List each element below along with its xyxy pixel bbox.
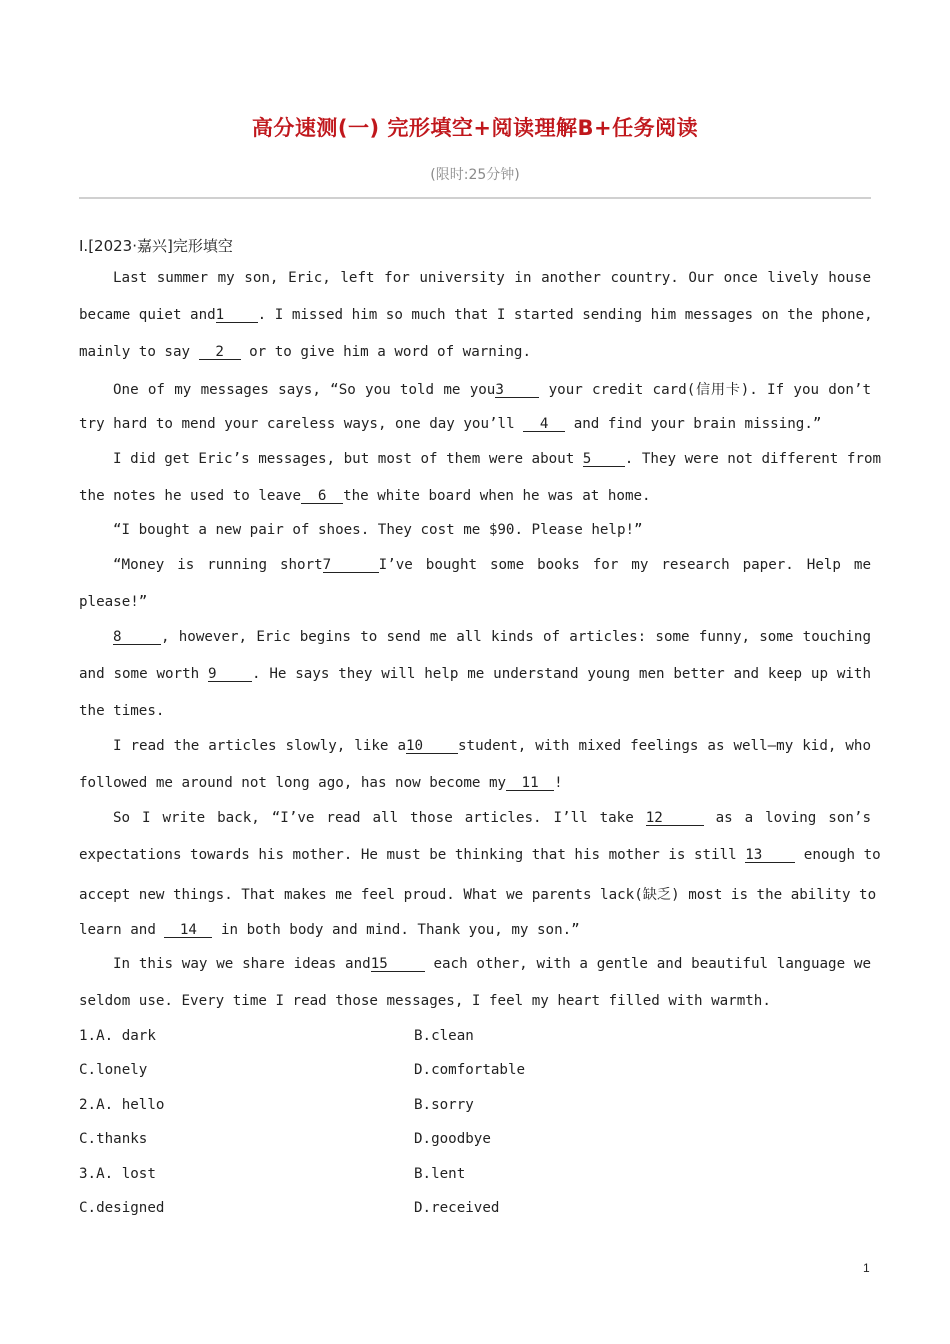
option-2b[interactable]: B.sorry	[414, 1097, 474, 1113]
passage-line: please!”	[79, 594, 148, 610]
blank-8[interactable]: 8	[113, 630, 161, 645]
passage-line: I read the articles slowly, like a10 student, with mixed feelings as well—my kid, who	[113, 738, 872, 754]
passage-line: “Money is running short7 I’ve bought some books for my research paper. Help me	[113, 557, 871, 573]
blank-15[interactable]: 15	[371, 957, 425, 972]
blank-5[interactable]: 5	[583, 452, 625, 467]
option-3d[interactable]: D.received	[414, 1200, 500, 1216]
passage-line: became quiet and1 . I missed him so much that I started sending him messages on the phone,	[79, 307, 873, 323]
blank-1[interactable]: 1	[216, 308, 258, 323]
passage-line: Last summer my son, Eric, left for university in another country. Our once lively house	[113, 270, 871, 286]
passage-line: So I write back, “I’ve read all those articles. I’ll take 12 as a loving son’s	[113, 810, 871, 826]
blank-6[interactable]: 6	[301, 489, 343, 504]
option-1d[interactable]: D.comfortable	[414, 1062, 526, 1078]
blank-10[interactable]: 10	[406, 739, 458, 754]
option-2a[interactable]: 2.A. hello	[79, 1097, 165, 1113]
blank-3[interactable]: 3	[495, 383, 539, 398]
passage-line: and some worth 9 . He says they will help me understand young men better and keep up with	[79, 666, 871, 682]
option-1a[interactable]: 1.A. dark	[79, 1028, 156, 1044]
blank-14[interactable]: 14	[164, 923, 212, 938]
option-3b[interactable]: B.lent	[414, 1166, 466, 1182]
passage-line: In this way we share ideas and15 each other, with a gentle and beautiful language we	[113, 956, 871, 972]
passage-line: One of my messages says, “So you told me you3 your credit card(信用卡). If you don’t	[113, 382, 871, 398]
passage-line: 8 , however, Eric begins to send me all kinds of articles: some funny, some touching	[113, 629, 871, 645]
time-limit: (限时:25分钟)	[430, 167, 520, 183]
page-title: 高分速测(一) 完形填空+阅读理解B+任务阅读	[251, 116, 699, 140]
blank-9[interactable]: 9	[208, 667, 252, 682]
blank-13[interactable]: 13	[745, 848, 795, 863]
option-3a[interactable]: 3.A. lost	[79, 1166, 156, 1182]
header-divider	[79, 197, 871, 199]
section-heading: Ⅰ.[2023·嘉兴]完形填空	[79, 237, 233, 255]
passage-line: “I bought a new pair of shoes. They cost me $90. Please help!”	[113, 522, 643, 538]
blank-7[interactable]: 7	[323, 558, 379, 573]
passage-line: the times.	[79, 703, 165, 719]
passage-line: seldom use. Every time I read those messages, I feel my heart filled with warmth.	[79, 993, 771, 1009]
blank-4[interactable]: 4	[523, 417, 565, 432]
option-1b[interactable]: B.clean	[414, 1028, 474, 1044]
passage-line: mainly to say 2 or to give him a word of warning.	[79, 344, 532, 360]
passage-line: the notes he used to leave 6 the white board when he was at home.	[79, 488, 651, 504]
option-2d[interactable]: D.goodbye	[414, 1131, 491, 1147]
blank-11[interactable]: 11	[506, 776, 554, 791]
passage-line: I did get Eric’s messages, but most of them were about 5 . They were not different from	[113, 451, 882, 467]
option-1c[interactable]: C.lonely	[79, 1062, 148, 1078]
passage-line: expectations towards his mother. He must be thinking that his mother is still 13 enough to	[79, 847, 881, 863]
option-3c[interactable]: C.designed	[79, 1200, 165, 1216]
blank-2[interactable]: 2	[199, 345, 241, 360]
page-number: 1	[863, 1261, 870, 1275]
option-2c[interactable]: C.thanks	[79, 1131, 148, 1147]
passage-line: try hard to mend your careless ways, one day you’ll 4 and find your brain missing.”	[79, 416, 822, 432]
passage-line: learn and 14 in both body and mind. Thank you, my son.”	[79, 922, 580, 938]
passage-line: followed me around not long ago, has now become my 11 !	[79, 775, 563, 791]
blank-12[interactable]: 12	[646, 811, 704, 826]
passage-line: accept new things. That makes me feel proud. What we parents lack(缺乏) most is the ability to	[79, 887, 877, 903]
